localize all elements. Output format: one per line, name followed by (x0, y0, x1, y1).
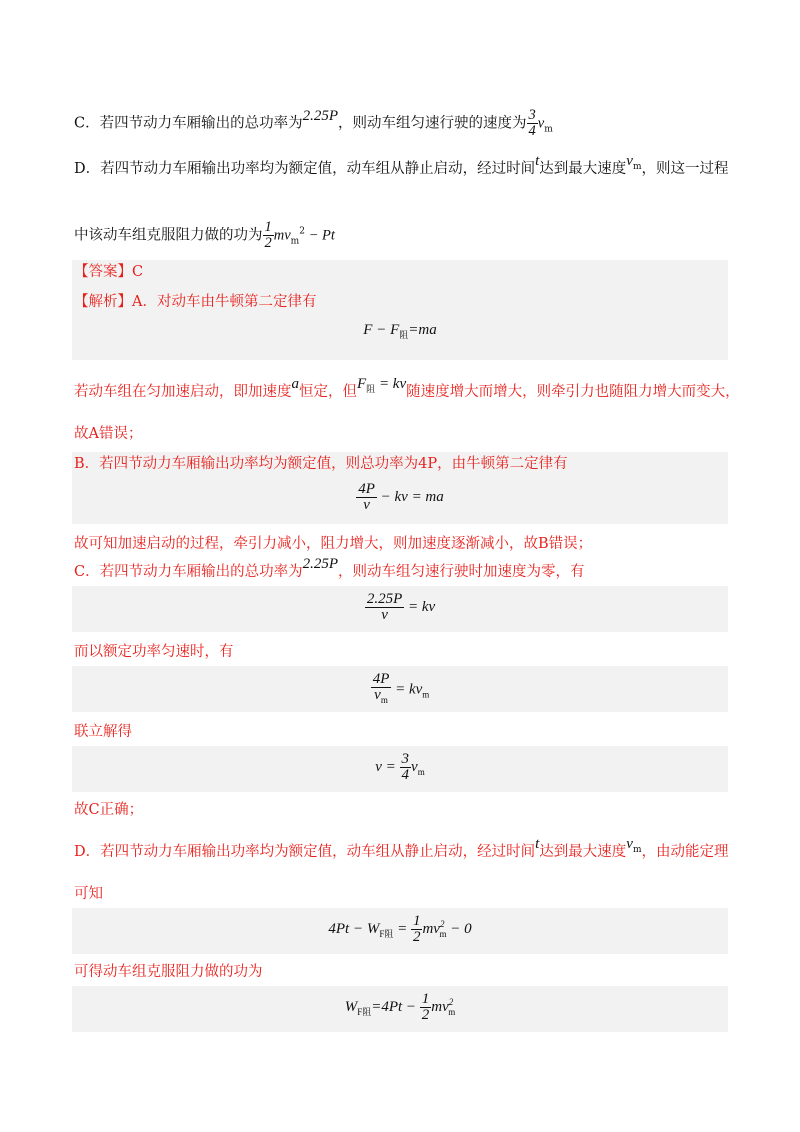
sub: 阻 (366, 384, 376, 395)
analysis-b-text: B．若四节动力车厢输出功率均为额定值，则总功率为4P，由牛顿第二定律有 (74, 456, 568, 472)
text: ，则动车组匀速行驶时加速度为零，有 (338, 564, 585, 580)
analysis-c-line (74, 556, 585, 582)
formula-sub: F阻 (357, 1006, 372, 1017)
option-d-line2 (74, 220, 335, 251)
formula-c2-block (72, 666, 728, 712)
option-d-text: D．若四节动力车厢输出功率均为额定值，动车组从静止启动，经过时间 (74, 161, 536, 177)
option-d-v: v (626, 153, 633, 169)
frac-den: v (363, 497, 370, 513)
formula-part: = kv (404, 598, 436, 615)
sub: m (632, 844, 642, 855)
option-d-fraction (263, 220, 274, 251)
analysis-b-conclusion: 故可知加速启动的过程，牵引力减小，阻力增大，则加速度逐渐减小，故B错误； (74, 536, 593, 552)
option-c-fraction (527, 108, 538, 139)
formula-part: − kv = ma (376, 488, 444, 505)
option-c-text: C．若四节动力车厢输出的总功率为 (74, 115, 303, 132)
text: 恒定，但 (299, 384, 357, 400)
text: D．若四节动力车厢输出功率均为额定值，动车组从静止启动，经过时间 (74, 844, 536, 860)
frac (411, 914, 423, 945)
frac (400, 752, 412, 783)
formula-c3 (72, 752, 728, 783)
frac-den: 4 (528, 123, 536, 139)
answer-block (72, 260, 728, 360)
formula-sub: m (439, 928, 447, 939)
option-c-power: 2.25P (302, 107, 339, 124)
frac (371, 672, 392, 708)
frac-den: 2 (412, 929, 421, 945)
formula-sub: 阻 (399, 330, 409, 340)
formula-part: 4Pt − W (328, 920, 380, 937)
den-sub: m (380, 695, 388, 705)
formula-part: W (344, 998, 358, 1015)
formula-part: = kv (391, 681, 423, 698)
var-t: t (535, 836, 540, 852)
formula-d1 (72, 914, 728, 945)
formula-sub: m (448, 1006, 456, 1017)
formula-b (72, 482, 728, 513)
formula-c1 (72, 592, 728, 623)
text: 若动车组在匀加速启动，即加速度 (74, 384, 292, 400)
frac-den: v (381, 607, 388, 623)
frac (356, 482, 377, 513)
formula-sub: m (422, 689, 430, 700)
analysis-c-conclusion: 故C正确； (74, 802, 144, 818)
analysis-d-line (74, 836, 729, 868)
frac-num: 1 (412, 913, 421, 929)
analysis-b-block (72, 452, 728, 524)
var-v: v (626, 836, 633, 852)
formula-d2-block (72, 986, 728, 1032)
frac (420, 992, 432, 1023)
formula-c3-block (72, 746, 728, 792)
frac-den: 4 (401, 767, 410, 783)
formula-part: v (411, 758, 418, 775)
analysis-d-text5: 可得动车组克服阻力做的功为 (74, 964, 263, 980)
option-d-text-2: 达到最大速度 (539, 161, 627, 177)
frac-num: 3 (401, 751, 410, 767)
formula-sub: m (417, 766, 425, 777)
option-d-text-4: 中该动车组克服阻力做的功为 (74, 227, 263, 244)
frac-num: 4P (358, 481, 375, 497)
analysis-a-conclusion: 故A错误； (74, 426, 143, 442)
option-d-expr-sub: m (290, 236, 300, 247)
option-c (74, 108, 553, 139)
analysis-c-text4: 联立解得 (74, 724, 132, 740)
formula-part: F − F (363, 322, 400, 338)
frac-den: 2 (264, 235, 272, 251)
text: C．若四节动力车厢输出的总功率为 (74, 564, 303, 580)
formula-part: v = (375, 758, 400, 775)
frac (365, 592, 404, 623)
analysis-c-text3: 而以额定功率匀速时，有 (74, 644, 234, 660)
text: ，由动能定理 (641, 844, 729, 860)
frac-num: 4P (372, 671, 390, 687)
text: 随速度增大而增大，则牵引力也随阻力增大而变大， (406, 384, 740, 400)
expr: = kv (375, 376, 407, 392)
option-d-expr-sup: 2 (299, 226, 305, 237)
formula-d2 (72, 992, 728, 1023)
formula-part: − 0 (446, 920, 472, 937)
formula-part: mv (422, 920, 440, 937)
analysis-a-line (74, 376, 740, 408)
formula-d1-block (72, 908, 728, 954)
option-d-line1 (74, 153, 729, 185)
option-c-var: v (537, 115, 545, 132)
frac-num: 1 (421, 991, 430, 1007)
frac-den (371, 688, 392, 708)
formula-part: =4Pt − (371, 998, 420, 1015)
frac-num: 2.25P (366, 591, 403, 607)
option-c-var-sub: m (544, 124, 553, 135)
var-f: F (357, 376, 367, 392)
power: 2.25P (302, 556, 339, 572)
option-d-v-sub: m (632, 161, 642, 172)
analysis-d-text4: 可知 (74, 886, 103, 902)
formula-c1-block (72, 586, 728, 632)
den-var: v (374, 687, 381, 703)
frac-den: 2 (421, 1007, 430, 1023)
formula-part: = (393, 920, 411, 937)
formula-part: mv (431, 998, 449, 1015)
text: 达到最大速度 (539, 844, 627, 860)
analysis-label: 【解析】A．对动车由牛顿第二定律有 (74, 294, 317, 310)
option-d-t: t (535, 153, 540, 169)
formula-sup: 2 (448, 996, 454, 1007)
option-d-expr: mv (273, 227, 291, 244)
formula-part: =ma (408, 322, 437, 338)
formula-sup: 2 (439, 918, 445, 929)
option-d-text-3: ，则这一过程 (641, 161, 729, 177)
var-a: a (291, 376, 299, 392)
formula-c2 (72, 672, 728, 708)
formula-newton (72, 322, 728, 341)
option-d-expr-tail: − Pt (304, 227, 335, 244)
answer-label: 【答案】C (74, 264, 144, 280)
option-c-text-2: ，则动车组匀速行驶的速度为 (338, 115, 527, 132)
frac-num: 3 (528, 107, 536, 123)
formula-sub: F阻 (379, 928, 394, 939)
frac-num: 1 (264, 219, 272, 235)
